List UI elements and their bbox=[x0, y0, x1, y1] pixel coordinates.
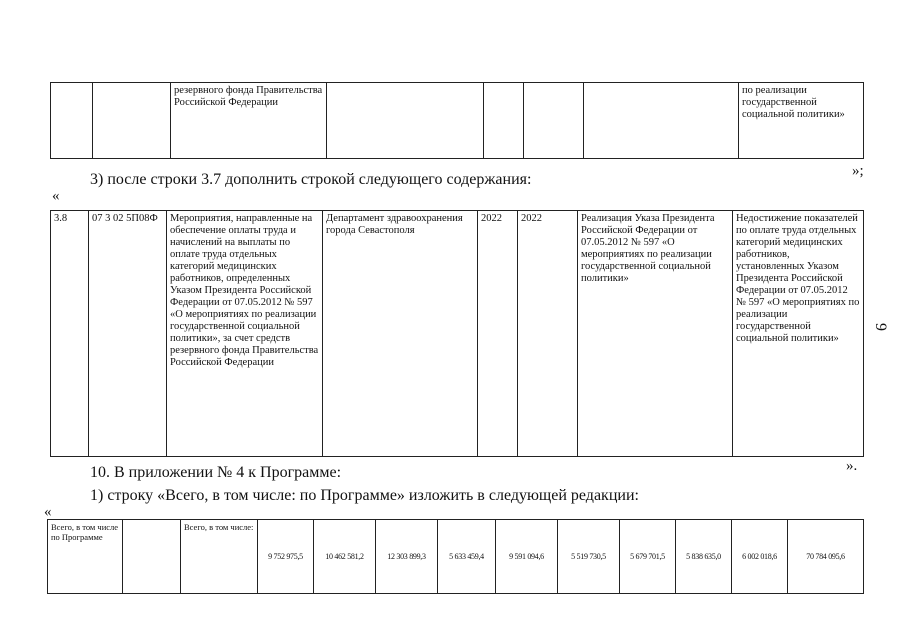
page-number: 9 bbox=[872, 323, 889, 331]
totals-value: 6 002 018,6 bbox=[732, 520, 788, 594]
cell-num bbox=[51, 83, 93, 159]
row-3-8-end: 2022 bbox=[518, 211, 578, 457]
totals-value: 10 462 581,2 bbox=[314, 520, 376, 594]
totals-value: 5 838 635,0 bbox=[676, 520, 732, 594]
row-3-8-result: Реализация Указа Президента Российской Федерации от 07.05.2012 № 597 «О мероприятиях по реализации государственной социальной политики» bbox=[578, 211, 733, 457]
cell-executor bbox=[327, 83, 484, 159]
row-3-8-code: 07 3 02 5П08Ф bbox=[89, 211, 167, 457]
row-3-8-executor: Департамент здравоохранения города Севастополя bbox=[323, 211, 478, 457]
totals-table bbox=[47, 519, 864, 594]
totals-label2: Всего, в том числе: bbox=[181, 520, 258, 594]
totals-value: 9 752 975,5 bbox=[258, 520, 314, 594]
paragraph-10-1: 1) строку «Всего, в том числе: по Программе» изложить в следующей редакции: bbox=[90, 487, 639, 504]
closing-quote-2: ». bbox=[846, 458, 858, 474]
paragraph-10: 10. В приложении № 4 к Программе: bbox=[90, 464, 342, 481]
opening-quote-1: « bbox=[52, 188, 60, 204]
opening-quote-2: « bbox=[44, 504, 52, 520]
totals-value: 5 519 730,5 bbox=[558, 520, 620, 594]
row-3-8-consequence: Недостижение показателей по оплате труда отдельных категорий медицинских работников, установленных Указом Президента Российской Федерации от 07.05.2012 № 597 «О мероприятиях по реализации государственной социальной политики» bbox=[733, 211, 864, 457]
row-3-8-num: 3.8 bbox=[51, 211, 89, 457]
row-3-8-table bbox=[50, 210, 864, 457]
totals-value-total: 70 784 095,6 bbox=[788, 520, 864, 594]
totals-value: 5 633 459,4 bbox=[438, 520, 496, 594]
totals-label: Всего, в том числе по Программе bbox=[48, 520, 123, 594]
row-3-8-event: Мероприятия, направленные на обеспечение оплаты труда и начислений на выплаты по оплате труда отдельных категорий медицинских работников, определенных Указом Президента Российской Федерации от 07.05.2012 № 597 «О мероприятиях по реализации государственной социальной политики», за счет средств резервного фонда Правительства Российской Федерации bbox=[167, 211, 323, 457]
paragraph-3: 3) после строки 3.7 дополнить строкой следующего содержания: bbox=[90, 171, 532, 188]
closing-quote-1: »; bbox=[852, 163, 864, 179]
cell-end bbox=[524, 83, 584, 159]
totals-value: 12 303 899,3 bbox=[376, 520, 438, 594]
cell-result bbox=[584, 83, 739, 159]
cell-start bbox=[484, 83, 524, 159]
cell-code bbox=[93, 83, 171, 159]
totals-value: 9 591 094,6 bbox=[496, 520, 558, 594]
row-3-8-start: 2022 bbox=[478, 211, 518, 457]
top-table-fragment bbox=[50, 82, 864, 159]
totals-value: 5 679 701,5 bbox=[620, 520, 676, 594]
totals-empty bbox=[123, 520, 181, 594]
cell-consequence: по реализации государственной социальной политики» bbox=[739, 83, 864, 159]
cell-event: резервного фонда Правительства Российской Федерации bbox=[171, 83, 327, 159]
